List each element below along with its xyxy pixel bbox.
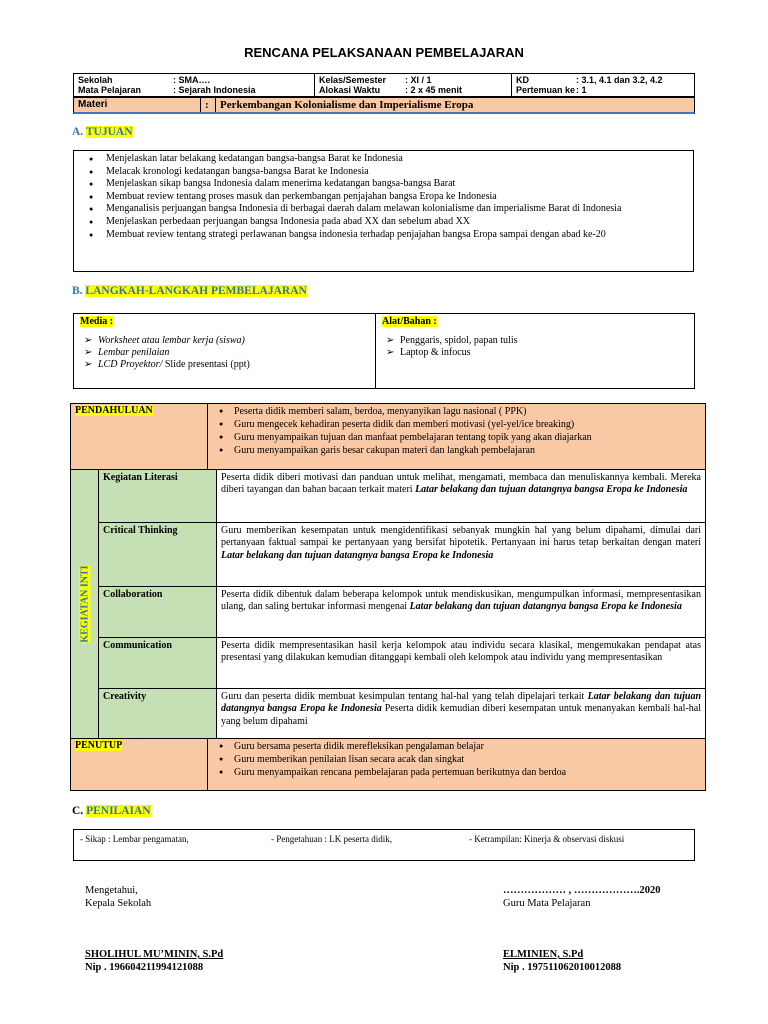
list-item: ● Menganalisis perjuangan bangsa Indonesia di berbagai daerah dalam melawan kolonialisme dan imperialisme Barat di Indonesia xyxy=(106,203,693,216)
alat-label: Alat/Bahan : xyxy=(382,316,437,327)
section-b-prefix: B. xyxy=(72,285,83,297)
inti-row-label: Collaboration xyxy=(99,587,217,637)
kegiatan-inti-label: KEGIATAN INTI xyxy=(71,470,99,738)
inti-row-text: Peserta didik dibentuk dalam beberapa kelompok untuk mendiskusikan, mengumpulkan informasi, mempresentasikan ulang, dan saling bertukar informasi mengenai Latar belakang dan tujuan datangnya bangsa Eropa ke Indonesia xyxy=(221,589,701,613)
signature-left-line2: Kepala Sekolah xyxy=(85,898,152,909)
list-item: ● Guru menyampaikan tujuan dan manfaat pembelajaran tentang topik yang akan diajarkan xyxy=(234,431,701,444)
pertemuan-label: Pertemuan ke xyxy=(516,85,576,95)
materi-label: Materi xyxy=(74,98,201,112)
section-a-title: TUJUAN xyxy=(85,126,133,138)
section-c-title: PENILAIAN xyxy=(86,805,151,817)
signature-left-line1: Mengetahui, xyxy=(85,885,138,896)
inti-row-label: Kegiatan Literasi xyxy=(99,470,217,522)
inti-row-communication xyxy=(99,638,705,689)
inti-row-label: Communication xyxy=(99,638,217,688)
activity-table xyxy=(70,403,706,791)
list-item: ● Menjelaskan latar belakang kedatangan bangsa-bangsa Barat ke Indonesia xyxy=(106,153,693,166)
inti-row-label: Creativity xyxy=(99,689,217,738)
tujuan-box xyxy=(73,150,694,272)
sekolah-label: Sekolah xyxy=(78,75,113,85)
mapel-value: : Sejarah Indonesia xyxy=(173,85,256,95)
inti-row-literasi xyxy=(99,470,705,523)
info-col-class xyxy=(315,74,512,96)
sekolah-value: : SMA…. xyxy=(173,75,210,85)
media-column xyxy=(74,314,376,388)
kd-value: : 3.1, 4.1 dan 3.2, 4.2 xyxy=(576,75,663,85)
list-item: ● Membuat review tentang strategi perlawanan bangsa indonesia terhadap penjajahan bangsa Eropa sampai dengan abad ke-20 xyxy=(106,229,693,242)
headmaster-nip: Nip . 196604211994121088 xyxy=(85,962,204,973)
section-c-heading xyxy=(72,805,151,817)
teacher-name: ELMINIEN, S.Pd xyxy=(503,949,584,960)
section-b-title: LANGKAH-LANGKAH PEMBELAJARAN xyxy=(85,285,307,297)
mapel-label: Mata Pelajaran xyxy=(78,85,142,95)
signature-left xyxy=(85,884,151,910)
list-item: ● Guru menyampaikan rencana pembelajaran pada pertemuan berikutnya dan berdoa xyxy=(234,766,701,779)
materi-colon: : xyxy=(201,98,216,112)
inti-row-critical xyxy=(99,523,705,587)
penutup-label: PENUTUP xyxy=(71,739,208,790)
list-item: ● Menjelaskan sikap bangsa Indonesia dalam menerima kedatangan bangsa-bangsa Barat xyxy=(106,178,693,191)
signature-date: ……………… , ……………….2020 xyxy=(503,885,661,896)
penutup-row xyxy=(71,739,705,790)
pendahuluan-row xyxy=(71,404,705,470)
penilaian-sikap: - Sikap : Lembar pengamatan, xyxy=(80,834,189,844)
signature-right-name-block xyxy=(503,948,621,974)
signature-right xyxy=(503,884,661,910)
info-col-kd xyxy=(512,74,694,96)
info-table xyxy=(73,73,695,97)
section-b-heading xyxy=(72,285,307,297)
signature-right-line2: Guru Mata Pelajaran xyxy=(503,898,591,909)
list-item: ➢ Laptop & infocus xyxy=(386,347,471,358)
kegiatan-inti-section xyxy=(71,470,705,739)
penilaian-keterampilan: - Ketrampilan: Kinerja & observasi diskusi xyxy=(469,834,625,844)
list-item: ● Menjelaskan perbedaan perjuangan bangsa Indonesia pada abad XX dan sebelum abad XX xyxy=(106,216,693,229)
alat-column xyxy=(376,314,694,388)
materi-value: Perkembangan Kolonialisme dan Imperialisme Eropa xyxy=(220,99,474,111)
headmaster-name: SHOLIHUL MU’MININ, S.Pd xyxy=(85,949,224,960)
inti-row-text: Peserta didik mempresentasikan hasil kerja kelompok atau individu secara klasikal, mengemukakan pendapat atas presentasi yang dilakukan kemudian ditanggapi kembali oleh kelompok atau individu yang mempresentasikan xyxy=(221,640,701,664)
list-item: ● Peserta didik memberi salam, berdoa, menyanyikan lagu nasional ( PPK) xyxy=(234,405,701,418)
kd-label: KD xyxy=(516,75,529,85)
list-item: ➢ Worksheet atau lembar kerja (siswa) xyxy=(84,335,245,346)
inti-row-label: Critical Thinking xyxy=(99,523,217,586)
list-item: ● Membuat review tentang proses masuk dan perkembangan penjajahan bangsa Eropa ke Indonesia xyxy=(106,191,693,204)
page-title: RENCANA PELAKSANAAN PEMBELAJARAN xyxy=(244,45,524,60)
materi-row xyxy=(73,97,695,114)
list-item: ➢ LCD Proyektor/ Slide presentasi (ppt) xyxy=(84,359,250,370)
section-c-prefix: C. xyxy=(72,805,84,817)
list-item: ● Guru memberikan penilaian lisan secara acak dan singkat xyxy=(234,753,701,766)
list-item: ● Guru menyampaikan garis besar cakupan materi dan langkah pembelajaran xyxy=(234,444,701,457)
list-item: ● Melacak kronologi kedatangan bangsa-bangsa Barat ke Indonesia xyxy=(106,166,693,179)
inti-row-creativity xyxy=(99,689,705,738)
section-a-heading xyxy=(72,126,133,138)
signature-left-name-block xyxy=(85,948,223,974)
section-a-prefix: A. xyxy=(72,126,84,138)
list-item: ● Guru mengecek kehadiran peserta didik dan memberi motivasi (yel-yel/ice breaking) xyxy=(234,418,701,431)
pendahuluan-label: PENDAHULUAN xyxy=(71,404,208,469)
inti-row-text: Guru dan peserta didik membuat kesimpulan tentang hal-hal yang telah dipelajari terkait Latar belakang dan tujuan datangnya bangsa Eropa ke Indonesia Peserta didik kemudian diberi kesempatan untuk menanyakan kembali hal-hal yang belum dipahami xyxy=(221,691,702,727)
media-label: Media : xyxy=(80,316,114,327)
teacher-nip: Nip . 197511062010012088 xyxy=(503,962,622,973)
list-item: ➢ Lembar penilaian xyxy=(84,347,170,358)
list-item: ● Guru bersama peserta didik merefleksikan pengalaman belajar xyxy=(234,740,701,753)
pertemuan-value: : 1 xyxy=(576,85,587,95)
kelas-label: Kelas/Semester xyxy=(319,75,387,85)
media-box xyxy=(73,313,695,389)
alokasi-label: Alokasi Waktu xyxy=(319,85,381,95)
alokasi-value: : 2 x 45 menit xyxy=(405,85,463,95)
inti-row-text: Peserta didik diberi motivasi dan panduan untuk melihat, mengamati, membaca dan menuliskannya kembali. Mereka diberi tayangan dan bahan bacaan terkait materi Latar belakang dan tujuan datangnya bangsa Eropa ke Indonesia xyxy=(221,472,701,496)
inti-row-collaboration xyxy=(99,587,705,638)
penilaian-pengetahuan: - Pengetahuan : LK peserta didik, xyxy=(271,834,392,844)
penilaian-box xyxy=(73,829,695,861)
info-col-school xyxy=(74,74,315,96)
kelas-value: : XI / 1 xyxy=(405,75,432,85)
list-item: ➢ Penggaris, spidol, papan tulis xyxy=(386,335,518,346)
inti-row-text: Guru memberikan kesempatan untuk mengidentifikasi sebanyak mungkin hal yang belum dipahami, dimulai dari pertanyaan faktual sampai ke pertanyaan yang bersifat hipotetik. Pertanyaan ini harus tetap berkaitan dengan materi Latar belakang dan tujuan datangnya bangsa Eropa ke Indonesia xyxy=(221,525,701,561)
